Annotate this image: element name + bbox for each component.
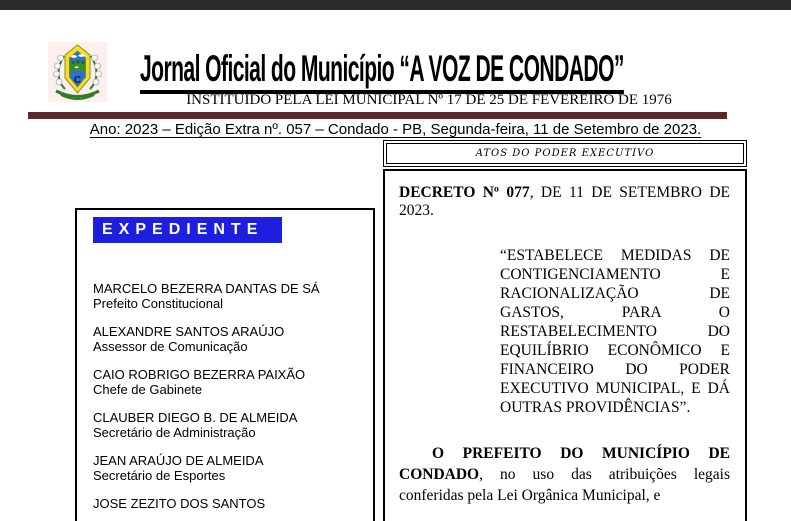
staff-name: MARCELO BEZERRA DANTAS DE SÁ (93, 281, 320, 296)
staff-name: CAIO ROBRIGO BEZERRA PAIXÃO (93, 367, 306, 382)
journal-subtitle: INSTITUÍDO PELA LEI MUNICIPAL Nº 17 DE 25 DE FEVEREIRO DE 1976 (186, 92, 672, 108)
staff-name: CLAUBER DIEGO B. DE ALMEIDA (93, 410, 298, 425)
staff-entry (93, 411, 357, 440)
staff-entry (93, 325, 357, 354)
staff-name: ALEXANDRE SANTOS ARAÚJO (93, 324, 285, 339)
staff-name: JEAN ARAÚJO DE ALMEIDA (93, 453, 264, 468)
staff-entry (93, 282, 357, 311)
decree-body-paragraph (399, 443, 730, 506)
expediente-banner: EXPEDIENTE (93, 217, 282, 243)
decree-content-box (383, 169, 747, 521)
staff-list (93, 282, 357, 512)
section-title: ATOS DO PODER EXECUTIVO (386, 143, 744, 164)
top-black-bar (0, 0, 791, 10)
decree-body-bold: O PREFEITO DO MUNICÍPIO DE CONDADO (399, 445, 730, 483)
staff-name: JOSE ZEZITO DOS SANTOS (93, 496, 266, 511)
logo-letter: C (73, 75, 82, 86)
decree-number: DECRETO Nº 077 (399, 184, 530, 201)
staff-role: Secretário de Administração (93, 424, 256, 440)
section-header-box (383, 140, 747, 167)
municipal-coat-of-arms-icon (48, 42, 107, 102)
decree-summary-quote: “ESTABELECE MEDIDAS DE CONTIGENCIAMENTO E RACIONALIZAÇÃO DE GASTOS, PARA O RESTABELECIMENTO DO EQUILÍBRIO ECONÔMICO E FINANCEIRO DO PODER EXECUTIVO MUNICIPAL, E DÁ OUTRAS PROVIDÊNCIAS”. (500, 247, 730, 416)
staff-role: Secretário de Esportes (93, 467, 226, 483)
decree-body-rest: , no uso das atribuições legais conferidas pela Lei Orgânica Municipal, e (399, 466, 730, 504)
decree-date: , DE 11 DE SETEMBRO DE 2023. (399, 184, 731, 219)
staff-role: Prefeito Constitucional (93, 295, 224, 311)
staff-role: Assessor de Comunicação (93, 338, 248, 354)
journal-title: Jornal Oficial do Município “A VOZ DE CONDADO” (140, 50, 624, 94)
expediente-box (75, 208, 375, 521)
maroon-divider-bar (28, 112, 727, 119)
staff-entry (93, 454, 357, 483)
staff-entry (93, 368, 357, 397)
staff-role: Chefe de Gabinete (93, 381, 203, 397)
decree-heading (399, 184, 730, 220)
municipal-logo (48, 42, 107, 102)
staff-entry (93, 497, 357, 512)
edition-info-line: Ano: 2023 – Edição Extra nº. 057 – Condado - PB, Segunda-feira, 11 de Setembro de 2023. (89, 121, 702, 138)
